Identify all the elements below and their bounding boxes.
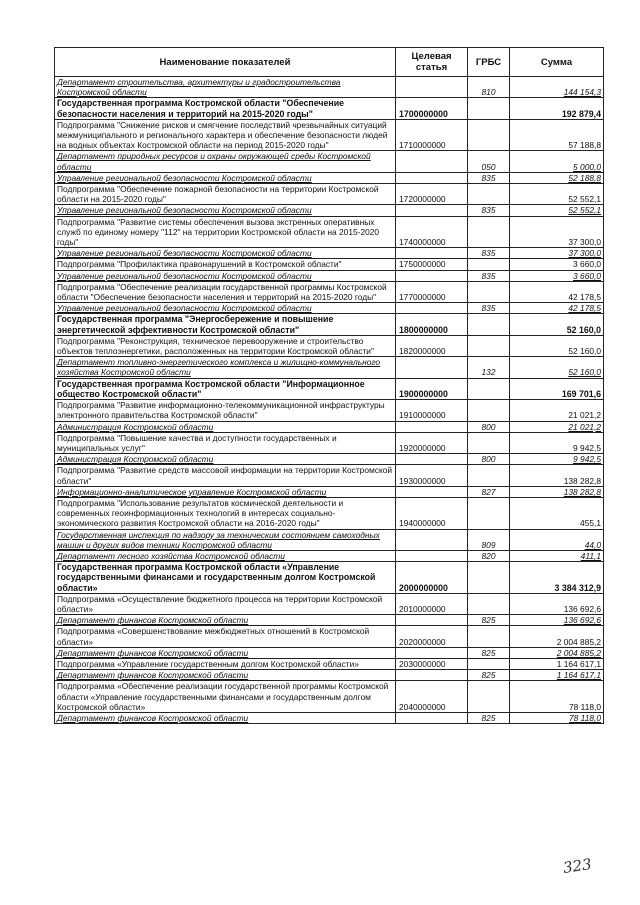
header-grbs: ГРБС xyxy=(468,48,510,77)
row-grbs-cell: 820 xyxy=(468,550,510,561)
row-grbs-cell xyxy=(468,335,510,356)
row-sum-cell: 52 160,0 xyxy=(510,335,604,356)
row-sum-cell: 3 660,0 xyxy=(510,270,604,281)
row-target-cell: 1900000000 xyxy=(396,378,468,399)
row-target-cell xyxy=(396,77,468,98)
table-row xyxy=(55,562,604,594)
row-name-cell: Государственная программа "Энергосбережение и повышение энергетической эффективности Костромской области" xyxy=(55,314,396,335)
row-name-cell: Администрация Костромской области xyxy=(55,421,396,432)
row-sum-cell: 37 300,0 xyxy=(510,248,604,259)
header-target: Целевая статья xyxy=(396,48,468,77)
table-row xyxy=(55,432,604,453)
row-name-cell: Управление региональной безопасности Костромской области xyxy=(55,205,396,216)
row-name-cell: Государственная программа Костромской области "Обеспечение безопасности населения и территорий на 2015-2020 годы" xyxy=(55,98,396,119)
table-row xyxy=(55,151,604,172)
table-row xyxy=(55,314,604,335)
row-target-cell: 2000000000 xyxy=(396,562,468,594)
table-row xyxy=(55,77,604,98)
row-name-cell: Департамент финансов Костромской области xyxy=(55,615,396,626)
row-target-cell: 1930000000 xyxy=(396,465,468,486)
table-row xyxy=(55,248,604,259)
row-grbs-cell xyxy=(468,281,510,302)
row-sum-cell: 78 118,0 xyxy=(510,712,604,723)
row-name-cell: Подпрограмма "Реконструкция, техническое перевооружение и строительство объектов теплоэнергетики, расположенных на территории Костромской области" xyxy=(55,335,396,356)
row-grbs-cell: 827 xyxy=(468,486,510,497)
row-grbs-cell: 835 xyxy=(468,172,510,183)
row-name-cell: Управление региональной безопасности Костромской области xyxy=(55,270,396,281)
row-grbs-cell: 825 xyxy=(468,647,510,658)
table-row xyxy=(55,270,604,281)
table-row xyxy=(55,681,604,713)
row-sum-cell: 136 692,6 xyxy=(510,615,604,626)
row-grbs-cell: 810 xyxy=(468,77,510,98)
table-row xyxy=(55,378,604,399)
row-target-cell xyxy=(396,151,468,172)
row-name-cell: Подпрограмма "Использование результатов космической деятельности и современных геоинформационных технологий в интересах социально-экономического развития Костромской области на 2016-2020 годы" xyxy=(55,497,396,529)
row-name-cell: Управление региональной безопасности Костромской области xyxy=(55,248,396,259)
table-row xyxy=(55,486,604,497)
row-target-cell xyxy=(396,421,468,432)
row-grbs-cell: 132 xyxy=(468,357,510,378)
row-target-cell xyxy=(396,248,468,259)
row-sum-cell: 5 000,0 xyxy=(510,151,604,172)
row-sum-cell: 455,1 xyxy=(510,497,604,529)
row-grbs-cell: 809 xyxy=(468,529,510,550)
row-target-cell: 1740000000 xyxy=(396,216,468,248)
table-row xyxy=(55,626,604,647)
row-name-cell: Подпрограмма "Развитие информационно-телекоммуникационной инфраструктуры электронного правительства Костромской области" xyxy=(55,400,396,421)
row-grbs-cell xyxy=(468,681,510,713)
row-sum-cell: 136 692,6 xyxy=(510,593,604,614)
table-row xyxy=(55,184,604,205)
row-target-cell xyxy=(396,270,468,281)
table-row xyxy=(55,400,604,421)
table-row xyxy=(55,357,604,378)
row-sum-cell: 1 164 617,1 xyxy=(510,658,604,669)
table-row xyxy=(55,119,604,151)
row-sum-cell: 9 942,5 xyxy=(510,454,604,465)
table-row xyxy=(55,593,604,614)
row-grbs-cell: 835 xyxy=(468,248,510,259)
row-grbs-cell xyxy=(468,259,510,270)
row-sum-cell: 78 118,0 xyxy=(510,681,604,713)
row-grbs-cell xyxy=(468,432,510,453)
row-sum-cell: 42 178,5 xyxy=(510,303,604,314)
table-row xyxy=(55,281,604,302)
row-grbs-cell: 825 xyxy=(468,712,510,723)
row-name-cell: Подпрограмма «Обеспечение реализации государственной программы Костромской области «Управление государственными финансами и государственным долгом Костромской области» xyxy=(55,681,396,713)
row-grbs-cell: 825 xyxy=(468,670,510,681)
row-grbs-cell: 800 xyxy=(468,454,510,465)
budget-table xyxy=(54,47,604,724)
row-target-cell: 1700000000 xyxy=(396,98,468,119)
row-name-cell: Департамент финансов Костромской области xyxy=(55,670,396,681)
row-target-cell: 2010000000 xyxy=(396,593,468,614)
row-target-cell: 1940000000 xyxy=(396,497,468,529)
table-row xyxy=(55,465,604,486)
table-row xyxy=(55,216,604,248)
row-target-cell xyxy=(396,172,468,183)
table-row xyxy=(55,615,604,626)
row-grbs-cell xyxy=(468,98,510,119)
row-target-cell xyxy=(396,712,468,723)
row-sum-cell: 2 004 885,2 xyxy=(510,647,604,658)
row-target-cell xyxy=(396,647,468,658)
table-row xyxy=(55,205,604,216)
table-row xyxy=(55,172,604,183)
row-name-cell: Подпрограмма "Обеспечение реализации государственной программы Костромской области "Обеспечение безопасности населения и территорий на 2015-2020 годы" xyxy=(55,281,396,302)
row-name-cell: Подпрограмма "Профилактика правонарушений в Костромской области" xyxy=(55,259,396,270)
table-row xyxy=(55,497,604,529)
row-sum-cell: 21 021,2 xyxy=(510,400,604,421)
row-sum-cell: 3 384 312,9 xyxy=(510,562,604,594)
row-target-cell xyxy=(396,454,468,465)
row-target-cell xyxy=(396,303,468,314)
row-grbs-cell xyxy=(468,658,510,669)
row-target-cell: 1770000000 xyxy=(396,281,468,302)
row-name-cell: Государственная программа Костромской области «Управление государственными финансами и государственным долгом Костромской области» xyxy=(55,562,396,594)
row-target-cell: 2020000000 xyxy=(396,626,468,647)
row-sum-cell: 52 160,0 xyxy=(510,314,604,335)
row-sum-cell: 192 879,4 xyxy=(510,98,604,119)
row-sum-cell: 138 282,8 xyxy=(510,486,604,497)
row-name-cell: Департамент топливно-энергетического комплекса и жилищно-коммунального хозяйства Костромской области xyxy=(55,357,396,378)
row-target-cell xyxy=(396,615,468,626)
row-grbs-cell: 835 xyxy=(468,303,510,314)
row-target-cell: 1800000000 xyxy=(396,314,468,335)
row-sum-cell: 1 164 617,1 xyxy=(510,670,604,681)
row-target-cell: 1720000000 xyxy=(396,184,468,205)
header-name: Наименование показателей xyxy=(55,48,396,77)
row-sum-cell: 21 021,2 xyxy=(510,421,604,432)
row-grbs-cell xyxy=(468,184,510,205)
row-sum-cell: 3 660,0 xyxy=(510,259,604,270)
row-sum-cell: 138 282,8 xyxy=(510,465,604,486)
row-target-cell: 1750000000 xyxy=(396,259,468,270)
row-sum-cell: 57 188,8 xyxy=(510,119,604,151)
row-sum-cell: 2 004 885,2 xyxy=(510,626,604,647)
row-name-cell: Департамент лесного хозяйства Костромской области xyxy=(55,550,396,561)
row-target-cell xyxy=(396,670,468,681)
page-number: 323 xyxy=(561,855,593,877)
row-name-cell: Управление региональной безопасности Костромской области xyxy=(55,172,396,183)
row-target-cell: 1820000000 xyxy=(396,335,468,356)
table-row xyxy=(55,550,604,561)
row-name-cell: Государственная программа Костромской области "Информационное общество Костромской области" xyxy=(55,378,396,399)
row-grbs-cell xyxy=(468,593,510,614)
row-grbs-cell: 800 xyxy=(468,421,510,432)
row-sum-cell: 169 701,6 xyxy=(510,378,604,399)
table-row xyxy=(55,647,604,658)
row-grbs-cell xyxy=(468,626,510,647)
row-name-cell: Государственная инспекция по надзору за техническим состоянием самоходных машин и других видов техники Костромской области xyxy=(55,529,396,550)
row-name-cell: Подпрограмма "Снижение рисков и смягчение последствий чрезвычайных ситуаций межмуниципального и регионального характера и обеспечение безопасности людей на водных объектах Костромской области на период 2015-2020 годы" xyxy=(55,119,396,151)
row-target-cell: 2040000000 xyxy=(396,681,468,713)
row-grbs-cell xyxy=(468,378,510,399)
row-grbs-cell xyxy=(468,465,510,486)
budget-table-sheet xyxy=(54,47,603,724)
row-grbs-cell xyxy=(468,119,510,151)
row-sum-cell: 144 154,3 xyxy=(510,77,604,98)
row-sum-cell: 37 300,0 xyxy=(510,216,604,248)
row-name-cell: Информационно-аналитическое управление Костромской области xyxy=(55,486,396,497)
table-header-row xyxy=(55,48,604,77)
row-sum-cell: 52 552,1 xyxy=(510,205,604,216)
row-grbs-cell: 835 xyxy=(468,205,510,216)
row-name-cell: Подпрограмма "Развитие системы обеспечения вызова экстренных оперативных служб по единому номеру "112" на территории Костромской области на 2015-2020 годы" xyxy=(55,216,396,248)
row-name-cell: Подпрограмма «Совершенствование межбюджетных отношений в Костромской области» xyxy=(55,626,396,647)
table-row xyxy=(55,421,604,432)
row-sum-cell: 44,0 xyxy=(510,529,604,550)
row-grbs-cell: 825 xyxy=(468,615,510,626)
row-name-cell: Управление региональной безопасности Костромской области xyxy=(55,303,396,314)
row-sum-cell: 52 160,0 xyxy=(510,357,604,378)
table-body xyxy=(55,77,604,724)
row-target-cell: 1710000000 xyxy=(396,119,468,151)
row-target-cell xyxy=(396,529,468,550)
row-target-cell xyxy=(396,205,468,216)
table-row xyxy=(55,259,604,270)
row-grbs-cell xyxy=(468,314,510,335)
row-name-cell: Подпрограмма "Развитие средств массовой информации на территории Костромской области" xyxy=(55,465,396,486)
row-name-cell: Департамент финансов Костромской области xyxy=(55,712,396,723)
row-name-cell: Департамент строительства, архитектуры и градостроительства Костромской области xyxy=(55,77,396,98)
table-row xyxy=(55,712,604,723)
header-sum: Сумма xyxy=(510,48,604,77)
row-sum-cell: 52 188,8 xyxy=(510,172,604,183)
row-target-cell xyxy=(396,550,468,561)
row-name-cell: Департамент финансов Костромской области xyxy=(55,647,396,658)
table-row xyxy=(55,335,604,356)
row-target-cell: 1920000000 xyxy=(396,432,468,453)
table-row xyxy=(55,658,604,669)
row-sum-cell: 411,1 xyxy=(510,550,604,561)
row-name-cell: Подпрограмма «Управление государственным долгом Костромской области» xyxy=(55,658,396,669)
row-sum-cell: 42 178,5 xyxy=(510,281,604,302)
row-target-cell xyxy=(396,486,468,497)
row-target-cell xyxy=(396,357,468,378)
table-row xyxy=(55,529,604,550)
row-grbs-cell xyxy=(468,562,510,594)
row-name-cell: Департамент природных ресурсов и охраны окружающей среды Костромской области xyxy=(55,151,396,172)
row-name-cell: Администрация Костромской области xyxy=(55,454,396,465)
table-row xyxy=(55,303,604,314)
row-sum-cell: 52 552,1 xyxy=(510,184,604,205)
row-name-cell: Подпрограмма "Обеспечение пожарной безопасности на территории Костромской области на 2015-2020 годы" xyxy=(55,184,396,205)
row-name-cell: Подпрограмма "Повышение качества и доступности государственных и муниципальных услуг" xyxy=(55,432,396,453)
row-grbs-cell xyxy=(468,497,510,529)
row-name-cell: Подпрограмма «Осуществление бюджетного процесса на территории Костромской области» xyxy=(55,593,396,614)
row-grbs-cell: 835 xyxy=(468,270,510,281)
row-target-cell: 2030000000 xyxy=(396,658,468,669)
table-row xyxy=(55,670,604,681)
row-grbs-cell xyxy=(468,400,510,421)
table-row xyxy=(55,98,604,119)
row-sum-cell: 9 942,5 xyxy=(510,432,604,453)
row-target-cell: 1910000000 xyxy=(396,400,468,421)
table-row xyxy=(55,454,604,465)
row-grbs-cell xyxy=(468,216,510,248)
row-grbs-cell: 050 xyxy=(468,151,510,172)
